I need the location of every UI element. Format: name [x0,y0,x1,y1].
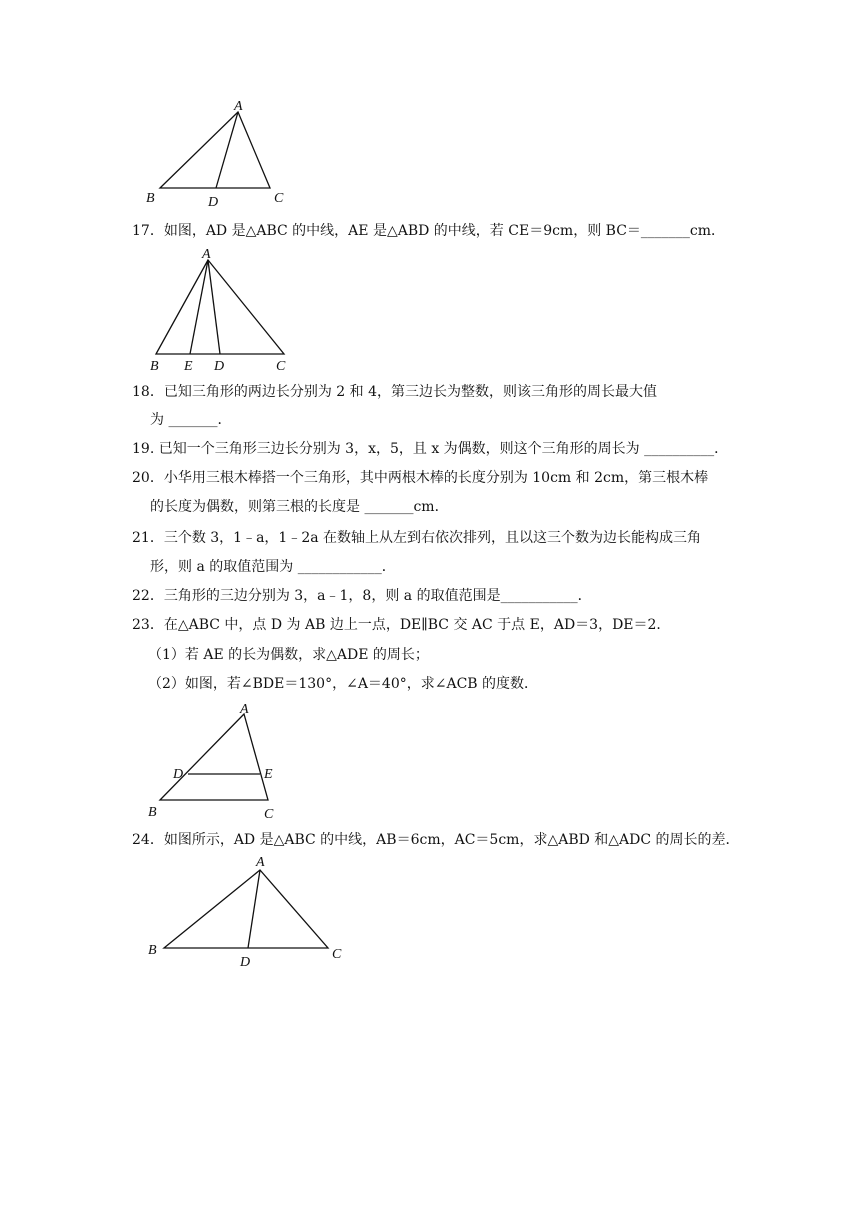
label-b: B [148,943,157,958]
triangle-abc [156,260,284,354]
question-20-line-2: 的长度为偶数，则第三根的长度是 _______cm． [150,499,449,515]
question-20-line-1: 20．小华用三根木棒搭一个三角形，其中两根木棒的长度分别为 10cm 和 2cm，第三根木棒 [132,470,709,486]
question-23: 23．在△ABC 中，点 D 为 AB 边上一点，DE∥BC 交 AC 于点 E，AD＝3，DE＝2． [132,617,671,633]
label-d: D [173,767,184,782]
triangle-abc [160,714,268,800]
label-c: C [274,191,284,206]
label-b: B [146,191,155,206]
label-b: B [150,359,159,374]
label-c: C [264,807,274,822]
question-22: 22．三角形的三边分别为 3，a﹣1，8，则 a 的取值范围是___________． [132,588,592,604]
question-21-line-1: 21．三个数 3，1﹣a，1﹣2a 在数轴上从左到右依次排列，且以这三个数为边长能构成三角 [132,530,702,546]
question-18-line-2: 为 _______． [150,412,232,428]
question-17: 17．如图，AD 是△ABC 的中线，AE 是△ABD 的中线，若 CE＝9cm，则 BC＝_______cm． [132,223,726,239]
question-21-line-2: 形，则 a 的取值范围为 ____________． [150,559,396,575]
question-24: 24．如图所示，AD 是△ABC 的中线，AB＝6cm，AC＝5cm，求△ABD 和△ADC 的周长的差． [132,832,740,848]
triangle-abc [160,112,270,188]
figure-triangle-question-17 [140,244,300,376]
label-d: D [214,359,225,374]
question-19: 19. 已知一个三角形三边长分别为 3，x，5，且 x 为偶数，则这个三角形的周长为 __________． [132,441,729,457]
segment-ae [190,260,208,354]
figure-triangle-question-24 [140,852,360,972]
label-a: A [202,247,211,262]
label-e: E [184,359,193,374]
question-23-part-1: （1）若 AE 的长为偶数，求△ADE 的周长； [148,647,429,663]
label-a: A [256,855,265,870]
label-c: C [276,359,286,374]
question-23-part-2: （2）如图，若∠BDE＝130°，∠A＝40°，求∠ACB 的度数． [148,676,539,692]
question-18-line-1: 18．已知三角形的两边长分别为 2 和 4，第三边长为整数，则该三角形的周长最大值 [132,384,657,400]
figure-triangle-abd-top [140,98,300,210]
label-c: C [332,947,342,962]
triangle-abc [164,870,328,948]
label-a: A [240,702,249,717]
label-a: A [234,99,243,114]
label-d: D [240,955,251,970]
label-e: E [264,767,273,782]
segment-ad [208,260,220,354]
label-d: D [208,195,219,210]
figure-triangle-question-23 [140,700,300,824]
segment-ad [248,870,260,948]
label-b: B [148,805,157,820]
